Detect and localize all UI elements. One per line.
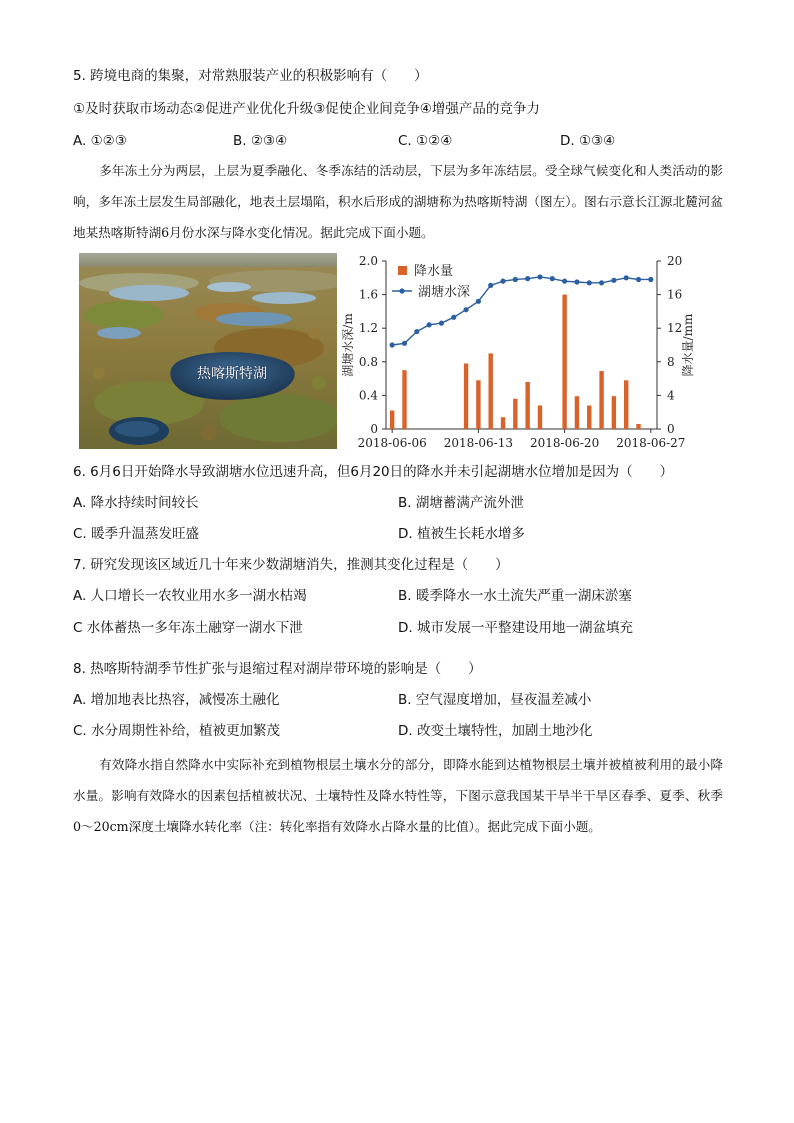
q6-option-c: C. 暖季升温蒸发旺盛 [73,526,200,542]
thermokarst-lake-photo [79,253,337,449]
depth-point [525,276,530,281]
right-tick-label: 16 [667,287,683,302]
q5-stem: 5. 跨境电商的集聚，对常熟服装产业的积极影响有（ ） [73,68,428,84]
precipitation-bar [489,353,493,429]
depth-point [537,274,542,279]
precipitation-bar [476,380,480,429]
left-tick-label: 0 [370,422,378,436]
precipitation-bar [402,370,406,429]
q6-stem: 6. 6月6日开始降水导致湖塘水位迅速升高，但6月20日的降水并未引起湖塘水位增加是因为（ ） [73,464,674,480]
precipitation-bar [612,396,616,429]
right-tick-label: 4 [667,388,675,403]
left-tick-label: 1.2 [358,321,378,336]
depth-point [574,279,579,284]
depth-point [562,279,567,284]
q7-option-c: C 水体蓄热一多年冻土融穿一湖水下泄 [73,620,303,636]
depth-point [402,341,407,346]
aerial-landscape-illustration [79,253,337,449]
legend-depth-label: 湖塘水深 [418,285,471,300]
q7-stem: 7. 研究发现该区域近几十年来少数湖塘消失，推测其变化过程是（ ） [73,557,509,573]
precipitation-bar [624,380,628,429]
depth-point [648,277,653,282]
q5-option-c: C. ①②④ [398,133,453,149]
precipitation-bar [562,295,566,429]
q5-option-d: D. ①③④ [560,133,616,149]
q7-option-a: A. 人口增长一农牧业用水多一湖水枯竭 [73,588,307,604]
q6-option-b: B. 湖塘蓄满产流外泄 [398,495,524,511]
depth-point [427,322,432,327]
photo-label: 热喀斯特湖 [197,366,267,382]
legend-precip-label: 降水量 [414,264,454,279]
depth-point [439,321,444,326]
right-tick-label: 8 [667,354,675,369]
q8-option-a: A. 增加地表比热容，减慢冻土融化 [73,692,280,708]
q8-stem: 8. 热喀斯特湖季节性扩张与退缩过程对湖岸带环境的影响是（ ） [73,661,482,677]
left-tick-label: 0.8 [358,354,378,369]
precipitation-bar [390,411,394,429]
x-tick-label: 2018-06-13 [443,436,513,450]
depth-point [624,275,629,280]
q7-option-b: B. 暖季降水一水土流失严重一湖床淤塞 [398,588,632,604]
precipitation-bar [464,363,468,429]
depth-point [451,315,456,320]
q6-option-d: D. 植被生长耗水增多 [398,526,525,542]
q5-option-b: B. ②③④ [233,133,288,149]
depth-point [414,329,419,334]
material-1-text: 多年冻土分为两层，上层为夏季融化、冬季冻结的活动层，下层为多年冻结层。受全球气候变化和人类活动的影响，多年冻土层发生局部融化，地表土层塌陷，积水后形成的湖塘称为热喀斯特湖（图左）。图右示意长江源北麓河盆地某热喀斯特湖6月份水深与降水变化情况。据此完成下面小题。 [73,163,723,240]
x-tick-label: 2018-06-20 [530,436,600,450]
x-tick-label: 2018-06-06 [357,436,427,450]
right-tick-label: 20 [667,254,683,268]
material-2-text: 有效降水指自然降水中实际补充到植物根层土壤水分的部分，即降水能到达植物根层土壤并被植被利用的最小降水量。影响有效降水的因素包括植被状况、土壤特性及降水特性等，下图示意我国某干旱半干旱区春季、夏季、秋季0～20cm深度土壤降水转化率（注：转化率指有效降水占降水量的比值）。据此完成下面小题。 [73,757,723,834]
q8-option-d: D. 改变土壤特性，加剧土地沙化 [398,723,593,739]
q8-option-c: C. 水分周期性补给，植被更加繁茂 [73,723,281,739]
left-tick-label: 1.6 [358,287,378,302]
x-tick-label: 2018-06-27 [616,436,686,450]
depth-point [587,280,592,285]
precipitation-bar [587,405,591,429]
depth-point [599,280,604,285]
legend-depth-marker [399,288,404,293]
depth-point [550,276,555,281]
depth-point [488,283,493,288]
q7-option-d: D. 城市发展一平整建设用地一湖盆填充 [398,620,633,636]
left-axis-title: 湖塘水深/m [341,313,355,377]
depth-point [476,299,481,304]
precipitation-bar [538,405,542,429]
material-paragraph-2 [73,749,723,842]
precipitation-bars [390,295,641,429]
q5-option-a: A. ①②③ [73,133,127,149]
right-tick-label: 12 [667,321,683,336]
depth-point [390,342,395,347]
material-paragraph-1 [73,155,723,248]
legend-precip-swatch [398,266,407,275]
depth-point [463,307,468,312]
right-tick-label: 0 [667,422,675,436]
depth-point [636,277,641,282]
depth-precipitation-chart [340,253,700,453]
right-axis-title: 降水量/mm [681,313,695,377]
q6-option-a: A. 降水持续时间较长 [73,495,199,511]
left-tick-label: 2.0 [358,254,378,268]
left-tick-label: 0.4 [358,388,378,403]
precipitation-bar [575,396,579,429]
q8-option-b: B. 空气湿度增加，昼夜温差减小 [398,692,592,708]
precipitation-bar [501,417,505,429]
depth-point [611,278,616,283]
precipitation-bar [525,382,529,429]
depth-point [513,277,518,282]
q5-statements: ①及时获取市场动态②促进产业优化升级③促使企业间竞争④增强产品的竞争力 [73,101,540,117]
precipitation-bar [636,424,640,429]
depth-point [500,279,505,284]
precipitation-bar [599,371,603,429]
precipitation-bar [513,399,517,429]
